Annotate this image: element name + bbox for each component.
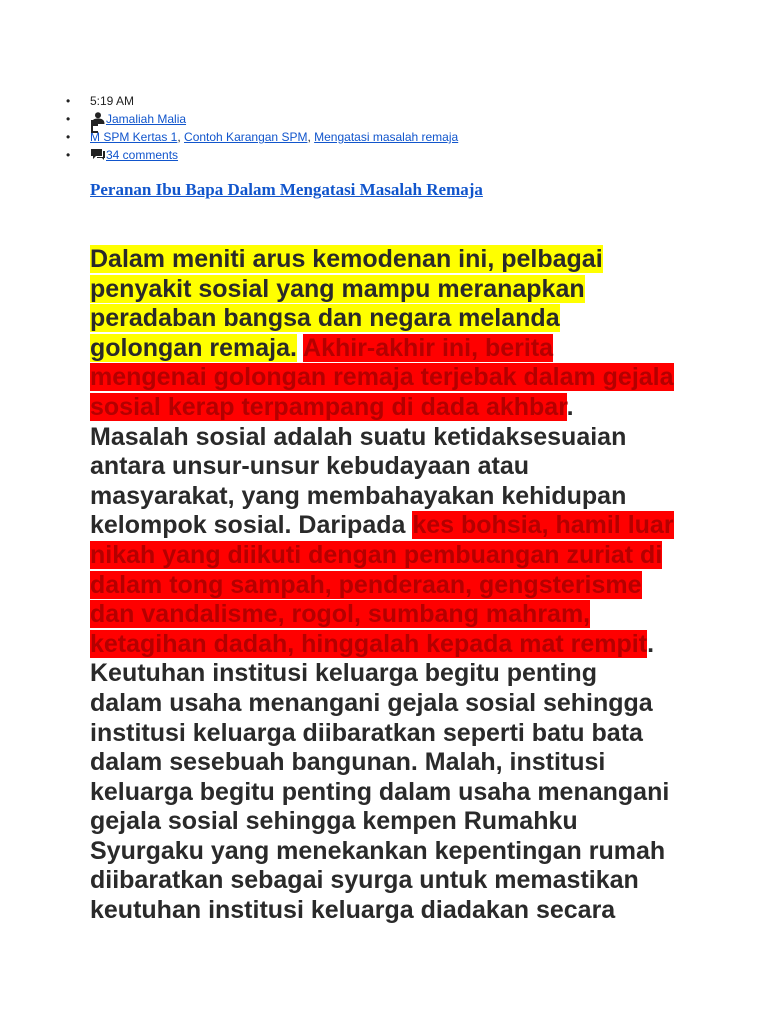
post-comments-item bbox=[66, 146, 458, 164]
post-title bbox=[90, 178, 483, 202]
highlighted-text-red: nikah yang diikuti dengan pembuangan zuriat di bbox=[90, 540, 663, 569]
article-line bbox=[90, 896, 710, 926]
article-line bbox=[90, 275, 710, 305]
category-separator: , bbox=[307, 130, 315, 144]
highlighted-text-red: sosial kerap terpampang di dada akhbar bbox=[90, 392, 567, 421]
article-text: gejala sosial sehingga kempen Rumahku bbox=[90, 807, 578, 836]
article-text: diibaratkan sebagai syurga untuk memastikan bbox=[90, 866, 639, 895]
category-separator: , bbox=[177, 130, 185, 144]
post-time: 5:19 AM bbox=[90, 94, 135, 108]
folder-icon bbox=[90, 119, 104, 135]
article-line bbox=[90, 423, 710, 453]
highlighted-text-red: dan vandalisme, rogol, sumbang mahram, bbox=[90, 600, 591, 629]
highlighted-text-red: Akhir-akhir ini, berita bbox=[303, 333, 554, 362]
article-line bbox=[90, 393, 710, 423]
article-line bbox=[90, 304, 710, 334]
article-text: masyarakat, yang membahayakan kehidupan bbox=[90, 481, 627, 510]
article-line bbox=[90, 689, 710, 719]
article-line bbox=[90, 363, 710, 393]
highlighted-text-yellow: Dalam meniti arus kemodenan ini, pelbagai bbox=[90, 245, 603, 273]
highlighted-text-yellow: peradaban bangsa dan negara melanda bbox=[90, 304, 560, 333]
article-line bbox=[90, 334, 710, 364]
post-categories-item bbox=[66, 128, 458, 146]
article-line bbox=[90, 778, 710, 808]
comments-link[interactable]: 34 comments bbox=[106, 148, 179, 162]
article-line bbox=[90, 630, 710, 660]
article-text: dalam sesebuah bangunan. Malah, institusi bbox=[90, 748, 606, 777]
article-text: Keutuhan institusi keluarga begitu penting bbox=[90, 659, 597, 688]
article-line bbox=[90, 245, 710, 275]
article-line bbox=[90, 600, 710, 630]
article-body bbox=[90, 245, 710, 926]
article-line bbox=[90, 659, 710, 689]
highlighted-text-red: mengenai golongan remaja terjebak dalam gejala bbox=[90, 363, 674, 392]
article-line bbox=[90, 748, 710, 778]
highlighted-text-red: ketagihan dadah, hinggalah kepada mat rempit bbox=[90, 629, 648, 658]
list-bullet: • bbox=[66, 112, 71, 126]
article-line bbox=[90, 807, 710, 837]
post-time-item bbox=[66, 92, 458, 110]
article-text: Masalah sosial adalah suatu ketidaksesuaian bbox=[90, 422, 627, 451]
category-link-contoh-karangan-spm[interactable]: Contoh Karangan SPM bbox=[184, 130, 308, 144]
article-text: . bbox=[647, 629, 655, 658]
author-link[interactable]: Jamaliah Malia bbox=[106, 112, 187, 126]
article-text: Syurgaku yang menekankan kepentingan rumah bbox=[90, 836, 666, 865]
article-line bbox=[90, 866, 710, 896]
list-bullet: • bbox=[66, 94, 71, 108]
article-text: antara unsur-unsur kebudayaan atau bbox=[90, 452, 530, 481]
article-text: kelompok sosial. Daripada bbox=[90, 511, 413, 540]
article-line bbox=[90, 541, 710, 571]
article-line bbox=[90, 837, 710, 867]
post-title-link[interactable]: Peranan Ibu Bapa Dalam Mengatasi Masalah Remaja bbox=[90, 180, 483, 199]
article-text: keutuhan institusi keluarga diadakan secara bbox=[90, 896, 616, 925]
list-bullet: • bbox=[66, 130, 71, 144]
article-text: keluarga begitu penting dalam usaha menangani bbox=[90, 777, 670, 806]
article-line bbox=[90, 719, 710, 749]
highlighted-text-yellow: penyakit sosial yang mampu meranapkan bbox=[90, 274, 585, 303]
article-line bbox=[90, 452, 710, 482]
comment-icon bbox=[90, 148, 106, 160]
post-meta-list bbox=[66, 92, 458, 164]
highlighted-text-red: kes bohsia, hamil luar bbox=[412, 511, 674, 540]
category-link-label: M SPM Kertas 1 bbox=[90, 130, 178, 144]
list-bullet: • bbox=[66, 148, 71, 162]
article-line bbox=[90, 482, 710, 512]
article-text: institusi keluarga diibaratkan seperti batu bata bbox=[90, 718, 643, 747]
article-line bbox=[90, 511, 710, 541]
article-line bbox=[90, 571, 710, 601]
highlighted-text-red: dalam tong sampah, penderaan, gengsterisme bbox=[90, 570, 642, 599]
post-author-item bbox=[66, 110, 458, 128]
category-link-mengatasi-masalah-remaja[interactable]: Mengatasi masalah remaja bbox=[314, 130, 459, 144]
highlighted-text-yellow: golongan remaja. bbox=[90, 333, 297, 362]
article-text: . bbox=[566, 392, 574, 421]
article-text: dalam usaha menangani gejala sosial sehingga bbox=[90, 688, 653, 717]
